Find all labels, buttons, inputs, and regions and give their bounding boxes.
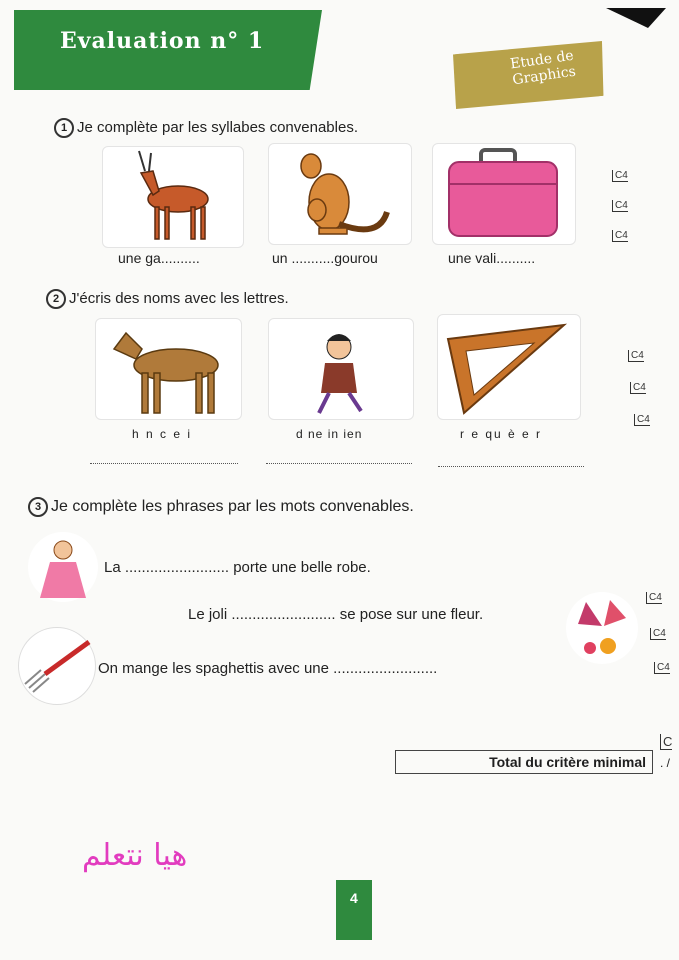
princess-image [28, 532, 98, 602]
page-number: 4 [350, 890, 358, 906]
fork-icon [19, 628, 95, 704]
answer-blank-1[interactable]: une ga.......... [118, 250, 200, 266]
suitcase-image [432, 143, 576, 245]
page-corner [606, 8, 666, 28]
criterion-c4: C4 [628, 350, 644, 362]
criterion-c4: C4 [612, 200, 628, 212]
subject-badge-label: Etude de Graphics [509, 47, 577, 89]
question-3-title: 3 Je complète les phrases par les mots convenables. [28, 497, 414, 517]
girl-image [268, 318, 414, 420]
page-number-tab [336, 880, 372, 940]
total-value[interactable]: . / [660, 756, 671, 770]
butterfly-flower-icon [566, 592, 638, 664]
question-number: 3 [28, 497, 48, 517]
criterion-c4: C4 [646, 592, 662, 604]
princess-icon [28, 532, 98, 602]
question-number: 1 [54, 118, 74, 138]
answer-line-1[interactable] [90, 463, 238, 464]
page-title: Evaluation n° 1 [60, 28, 265, 54]
sentence-1[interactable]: La ......................... porte une belle robe. [104, 559, 371, 576]
criterion-c4: C4 [630, 382, 646, 394]
dog-image [95, 318, 242, 420]
question-number: 2 [46, 289, 66, 309]
letters-1: h n c e i [132, 427, 193, 441]
total-box [395, 750, 653, 774]
answer-line-2[interactable] [266, 463, 412, 464]
kangaroo-image [268, 143, 412, 245]
answer-blank-2[interactable]: un ...........gourou [272, 250, 378, 266]
sentence-3[interactable]: On mange les spaghettis avec une ......................... [98, 660, 438, 677]
sentence-2[interactable]: Le joli ......................... se pose sur une fleur. [188, 606, 484, 623]
set-square-icon [438, 315, 580, 419]
kangaroo-icon [269, 144, 411, 244]
criterion-c4: C4 [634, 414, 650, 426]
antelope-image [102, 146, 244, 248]
letters-2: d ne in ien [296, 427, 363, 441]
butterfly-image [566, 592, 638, 664]
letters-3: r e qu è e r [460, 427, 543, 441]
answer-blank-3[interactable]: une vali.......... [448, 250, 536, 266]
suitcase-icon [433, 144, 575, 244]
dog-icon [96, 319, 241, 419]
fork-image [18, 627, 96, 705]
antelope-icon [103, 147, 243, 247]
arabic-watermark: هيا نتعلم [82, 838, 188, 873]
set-square-image [437, 314, 581, 420]
answer-line-3[interactable] [438, 466, 584, 467]
question-2-title: 2 J'écris des noms avec les lettres. [46, 289, 289, 309]
girl-running-icon [269, 319, 413, 419]
criterion-c: C [660, 734, 672, 750]
criterion-c4: C4 [654, 662, 670, 674]
criterion-c4: C4 [612, 230, 628, 242]
criterion-c4: C4 [650, 628, 666, 640]
criterion-c4: C4 [612, 170, 628, 182]
question-1-title: 1 Je complète par les syllabes convenables. [54, 118, 358, 138]
total-label: Total du critère minimal [489, 754, 646, 770]
